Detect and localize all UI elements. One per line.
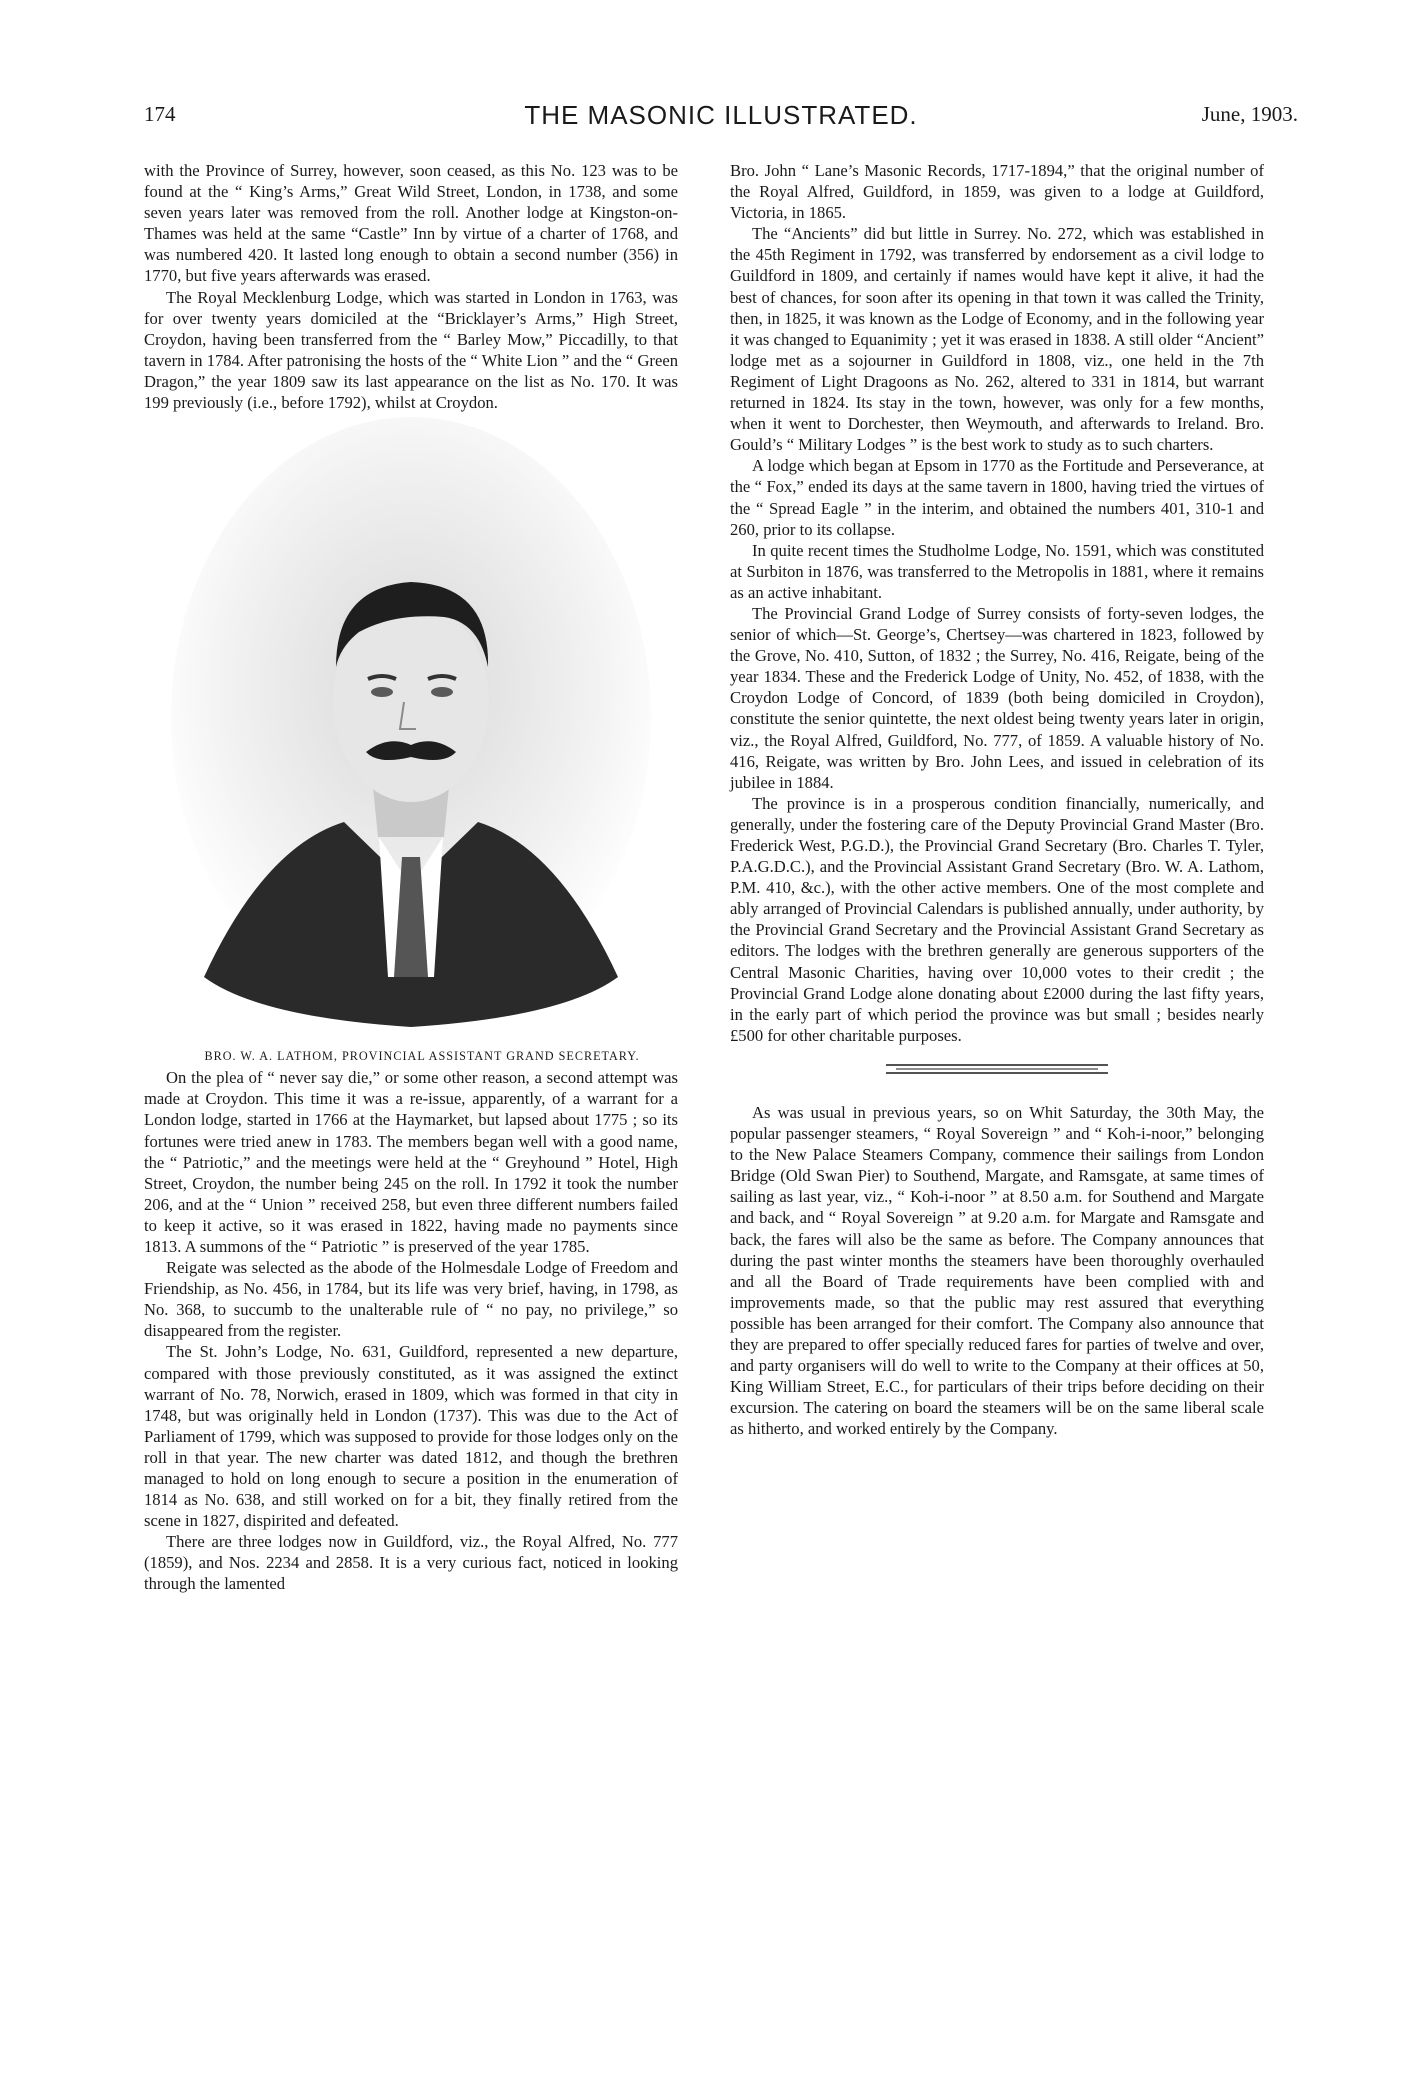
issue-date: June, 1903. xyxy=(1201,102,1298,126)
paragraph: Bro. John “ Lane’s Masonic Records, 1717-1894,” that the original number of the Royal Alfred, Guildford, in 1859, was given to a lodge at Guildford, Victoria, in 1865. xyxy=(730,161,1264,223)
paragraph: The St. John’s Lodge, No. 631, Guildford, represented a new departure, compared with those previously constituted, as it was assigned the extinct warrant of No. 78, Norwich, erased in 1809, which was formed in that city in 1748, but was originally held in London (1737). This was due to the Act of Parliament of 1799, which was supposed to provide for those lodges only on the roll in that year. The new charter was dated 1812, and though the brethren managed to hold on long enough to secure a position in the enumeration of 1814 as No. 638, and still worked on for a bit, they finally retired from the scene in 1827, dispirited and defeated. xyxy=(144,1342,678,1531)
left-column xyxy=(144,160,678,1595)
paragraph: The province is in a prosperous condition financially, numerically, and generally, under the fostering care of the Deputy Provincial Grand Master (Bro. Frederick West, P.G.D.), the Provincial Grand Secretary (Bro. Charles T. Tyler, P.A.G.D.C.), and the Provincial Assistant Grand Secretary (Bro. W. A. Lathom, P.M. 410, &c.), with the other active members. One of the most complete and ably arranged of Provincial Calendars is published annually, under authority, by the Provincial Grand Secretary and the Provincial Assistant Grand Secretary as editors. The lodges with the brethren generally are generous supporters of the Central Masonic Charities, having over 10,000 votes to their credit ; the Provincial Grand Lodge alone donating about £2000 during the last fifty years, in the early part of which period the province was but small ; besides nearly £500 for other charitable purposes. xyxy=(730,793,1264,1045)
page-number: 174 xyxy=(144,102,176,126)
paragraph: A lodge which began at Epsom in 1770 as the Fortitude and Perseverance, at the “ Fox,” ended its days at the same tavern in 1800, having tried the virtues of the “ Spread Eagle ” in the interim, and obtained the numbers 401, 310-1 and 260, prior to its collapse. xyxy=(730,456,1264,539)
paragraph: In quite recent times the Studholme Lodge, No. 1591, which was constituted at Surbiton in 1876, was transferred to the Metropolis in 1881, where it remains as an active inhabitant. xyxy=(730,540,1264,602)
paragraph: The Provincial Grand Lodge of Surrey consists of forty-seven lodges, the senior of which—St. George’s, Chertsey—was chartered in 1823, followed by the Grove, No. 410, Sutton, of 1832 ; the Surrey, No. 416, Reigate, being of the year 1834. These and the Frederick Lodge of Unity, No. 452, of 1838, with the Croydon Lodge of Concord, of 1839 (both being domiciled in Croydon), constitute the senior quintette, the next oldest being twenty years later in origin, viz., the Royal Alfred, Guildford, No. 777, of 1859. A valuable history of No. 416, Reigate, was written by Bro. John Lees, and issued in celebration of its jubilee in 1884. xyxy=(730,603,1264,792)
page-header xyxy=(144,100,1298,140)
paragraph: On the plea of “ never say die,” or some other reason, a second attempt was made at Croydon. This time it was a re-issue, apparently, of a warrant for a London lodge, started in 1766 at the Haymarket, but lapsed about 1775 ; so its fortunes were tried anew in 1783. The members began well with a good name, the “ Patriotic,” and the meetings were held at the “ Greyhound ” Hotel, High Street, Croydon, the number being 245 on the roll. In 1792 it took the number 206, and at the “ Union ” received 258, but even three different numbers failed to keep it active, so it was erased in 1822, having made no payments since 1813. A summons of the “ Patriotic ” is preserved of the year 1785. xyxy=(144,1068,678,1256)
paragraph: with the Province of Surrey, however, soon ceased, as this No. 123 was to be found at the “ King’s Arms,” Great Wild Street, London, in 1738, and some seven years later was removed from the roll. Another lodge at Kingston-on-Thames was held at the same “Castle” Inn by virtue of a charter of 1768, and was numbered 420. It lasted long enough to obtain a second number (356) in 1770, but five years afterwards was erased. xyxy=(144,161,678,286)
section-divider xyxy=(886,1062,1108,1076)
right-column xyxy=(730,160,1264,1439)
portrait-caption: BRO. W. A. LATHOM, PROVINCIAL ASSISTANT GRAND SECRETARY. xyxy=(204,1049,640,1064)
paragraph: The “Ancients” did but little in Surrey. No. 272, which was established in the 45th Regiment in 1792, was transferred by endorsement as a civil lodge to Guildford in 1809, and certainly if names would have kept it alive, it had the best of chances, for soon after its opening in that town it was called the Trinity, then, in 1825, it was known as the Lodge of Economy, and in the following year it was changed to Equanimity ; yet it was erased in 1838. A still older “Ancient” lodge met as a sojourner in Guildford in 1808, viz., one held in the 7th Regiment of Light Dragoons as No. 262, altered to 331 in 1814, but warrant returned in 1824. Its stay in the town, however, was only for a few months, when it went to Dorchester, then Weymouth, and afterwards to Ireland. Bro. Gould’s “ Military Lodges ” is the best work to study as to such charters. xyxy=(730,224,1264,455)
paragraph: The Royal Mecklenburg Lodge, which was started in London in 1763, was for over twenty years domiciled at the “Bricklayer’s Arms,” High Street, Croydon, having been transferred from the “ Barley Mow,” Piccadilly, to that tavern in 1784. After patronising the hosts of the “ White Lion ” and the “ Green Dragon,” the year 1809 saw its last appearance on the list as No. 170. It was 199 previously (i.e., before 1792), whilst at Croydon. xyxy=(144,287,678,413)
paragraph: As was usual in previous years, so on Whit Saturday, the 30th May, the popular passenger steamers, “ Royal Sovereign ” and “ Koh-i-noor,” belonging to the New Palace Steamers Company, commence their sailings from London Bridge (Old Swan Pier) to Southend, Margate, and Ramsgate, at same times of sailing as last year, viz., “ Koh-i-noor ” at 8.50 a.m. for Southend and Margate and back, and “ Royal Sovereign ” at 9.20 a.m. for Margate and Ramsgate and back, the fares will also be the same as before. The Company announces that during the past winter months the steamers have been thoroughly overhauled and all the Board of Trade requirements have been complied with and improvements made, so that the public may rest assured that everything possible has been arranged for their comfort. The Company also announce that they are prepared to offer specially reduced fares for parties of twelve and over, and party organisers will do well to write to the Company at their offices at 50, King William Street, E.C., for particulars of their trips before deciding on their excursion. The catering on board the steamers will be on the same liberal scale as hitherto, and worked entirely by the Company. xyxy=(730,1102,1264,1439)
publication-title: THE MASONIC ILLUSTRATED. xyxy=(524,100,918,130)
portrait-photo xyxy=(144,417,678,1042)
paragraph: Reigate was selected as the abode of the Holmesdale Lodge of Freedom and Friendship, as No. 456, in 1784, but its life was very brief, having, in 1798, as No. 368, to succumb to the unalterable rule of “ no pay, no privilege,” so disappeared from the register. xyxy=(144,1258,678,1341)
paragraph: There are three lodges now in Guildford, viz., the Royal Alfred, No. 777 (1859), and Nos. 2234 and 2858. It is a very curious fact, noticed in looking through the lamented xyxy=(144,1532,678,1594)
